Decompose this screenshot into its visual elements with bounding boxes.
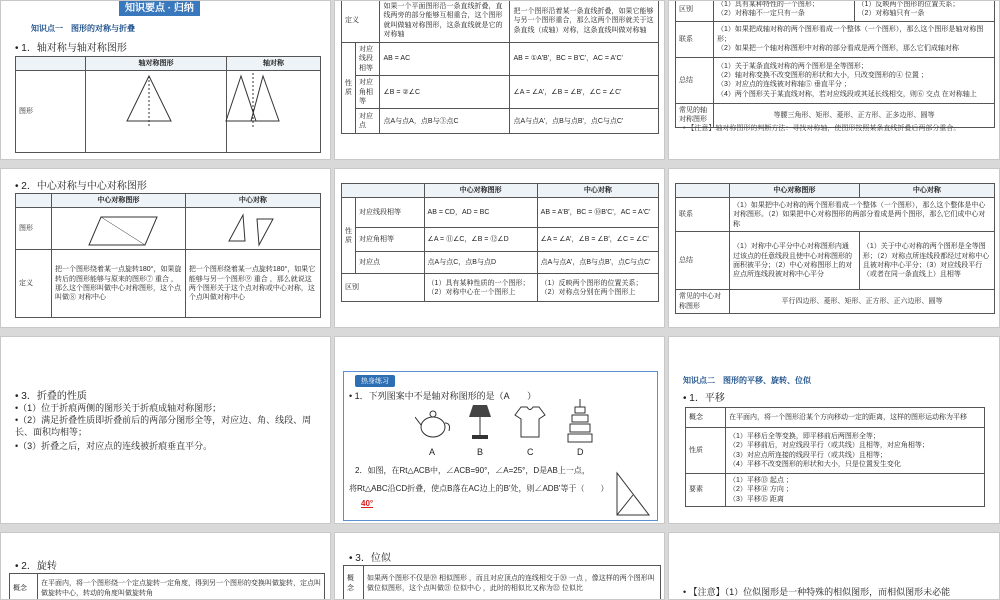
- row-header: 定义: [16, 250, 52, 318]
- slide-homothety-note[interactable]: [668, 532, 1000, 600]
- cell: （1）对称中心平分中心对称图形内通过该点的任意线段且使中心对称图形的面积被平分；（2）中心对称图形上的对应点所连线段被对称中心平分: [730, 232, 860, 290]
- slide-central-summary[interactable]: [668, 168, 1000, 328]
- cell: 如果两个图形不仅是⑲ 相似图形 ，而且对应顶点的连线相交于⑳ 一点 ，像这样的两个图形叫做位似图形，这个点叫做㉑ 位似中心 ，此时的相似比又称为㉒ 位似比: [364, 566, 661, 600]
- col-header: 中心对称图形: [424, 184, 537, 198]
- slide-central-properties[interactable]: [334, 168, 665, 328]
- slide-translation[interactable]: [668, 336, 1000, 524]
- cell: （2）对称轴不一定只有一条: [717, 10, 805, 18]
- row-header: 常见的轴对称图形: [676, 103, 714, 127]
- option-label[interactable]: D: [577, 447, 584, 457]
- item-heading: • 2．旋转: [15, 561, 57, 572]
- row-header: 对应点: [356, 109, 380, 134]
- cell: 把一个图形绕着某一点旋转180°，如果旋转后的图形能够与原来的图形⑦ 重合 ，那么这个图形叫做中心对称图形，这个点叫做⑧ 对称中心: [52, 250, 186, 318]
- question-2: 将Rt△ABC沿CD折叠，使点B落在AC边上的B'处，则∠ADB'等于（ ）: [349, 484, 609, 493]
- cell: ∠A = ⑪∠C，∠B = ⑫∠D: [424, 228, 537, 252]
- shirt-icon: [513, 403, 547, 439]
- row-header: 对应线段相等: [356, 198, 425, 228]
- cell: （1）关于中心对称的两个图形是全等图形；（2）对称点所连线段都经过对称中心且被对称中心平分；（3）对应线段平行（或者在同一条直线上）且相等: [859, 232, 994, 290]
- translation-table: [685, 407, 985, 507]
- row-header: 概念: [686, 408, 726, 428]
- cell: 如果一个平面图形沿一条直线折叠，直线两旁的部分能够互相重合，这个图形就叫做轴对称图形，这条直线就是它的对称轴: [380, 0, 510, 42]
- cell: （2）轴对称变换不改变图形的形状和大小，只改变图形的④ 位置 ；: [717, 71, 928, 79]
- row-header: 要素: [686, 474, 726, 507]
- col-header: 轴对称图形: [86, 57, 227, 71]
- row-header: 性质: [342, 42, 356, 134]
- note-text: • 【注意】轴对称图形的判断方法：寻找对称轴，使图形按照某条直线折叠后两部分重合。: [683, 125, 961, 132]
- section-header: 知识要点 · 归纳: [119, 0, 200, 16]
- cell: ∠B = ②∠C: [380, 76, 510, 109]
- row-header: 对应角相等: [356, 76, 380, 109]
- row-header: 联系: [676, 198, 730, 232]
- row-header: 概念: [10, 574, 38, 600]
- teapot-icon: [415, 401, 451, 441]
- col-header: 中心对称: [859, 184, 994, 198]
- cell: （1）关于某条直线对称的两个图形是全等图形；: [717, 62, 868, 70]
- central-triangles-figure: [221, 213, 281, 249]
- item-heading: • 3．位似: [349, 553, 391, 564]
- question-2: 2．如图，在Rt△ACB中，∠ACB=90°，∠A=25°，D是AB上一点，: [355, 466, 590, 475]
- col-header: 中心对称图形: [730, 184, 860, 198]
- slide-axis-symmetry-figures[interactable]: [0, 0, 331, 160]
- cell: 点A与点A'，点B与点B'，点C与点C': [537, 252, 658, 274]
- cell: 在平面内，将一个图形绕一个定点旋转一定角度，得到另一个图形的变换叫做旋转，定点叫做旋转中心，转动的角度叫做旋转角: [38, 574, 325, 600]
- cell: （1）平移⑬ 起点 ；: [729, 477, 793, 484]
- cell: ∠A = ∠A'，∠B = ∠B'，∠C = ∠C': [510, 76, 659, 109]
- property-text: •（1）位于折痕两侧的图形关于折痕成轴对称图形；: [15, 403, 222, 413]
- slide-warmup[interactable]: [334, 336, 665, 524]
- rotation-table: [9, 573, 325, 600]
- cell: （2）对称中心在一个图形上: [427, 288, 516, 296]
- note-text: • 【注意】（1）位似图形是一种特殊的相似图形，而相似图形未必能: [683, 587, 951, 597]
- answer-text: 40°: [361, 499, 374, 508]
- cell: （1）具有某种性质的一个图形；: [427, 279, 530, 287]
- cell: AB = CD，AD = BC: [424, 198, 537, 228]
- cell: ∠A = ∠A'，∠B = ∠B'，∠C = ∠C': [537, 228, 658, 252]
- cell: （1）平移后全等变换，即平移前后两图形全等；: [729, 432, 880, 440]
- slide-axis-summary[interactable]: [668, 0, 1000, 160]
- option-label[interactable]: B: [477, 447, 484, 457]
- row-header: 性质: [342, 198, 356, 274]
- row-header: 图形: [16, 71, 86, 153]
- warmup-badge: 热身练习: [355, 375, 395, 387]
- cell: （4）两个图形关于某直线对称，若对应线段或其延长线相交，则⑥ 交点 在对称轴上: [717, 90, 977, 98]
- cell: 把一个图形沿着某一条直线折叠，如果它能够与另一个图形重合，那么这两个图形就关于这条直线（成轴）对称，这条直线叫做对称轴: [510, 0, 659, 42]
- pagoda-icon: [567, 399, 593, 443]
- symmetric-triangles-figure: [221, 71, 291, 131]
- cell: 把一个图形绕着某一点旋转180°，如果它能够与另一个图形⑨ 重合 ，那么就说这两个图形关于这个点对称或中心对称，这个点叫做对称中心: [185, 250, 320, 318]
- row-header: 图形: [16, 208, 52, 250]
- cell: （1）反映两个图形的位置关系；: [857, 1, 960, 8]
- central-symmetry-table: [15, 193, 321, 318]
- right-triangle-figure: [611, 469, 655, 519]
- cell: （1）具有某种特性的一个图形；: [717, 1, 819, 8]
- cell: （1）反映两个图形的位置关系；: [540, 279, 643, 287]
- cell: AB = AC: [380, 42, 510, 75]
- slide-central-symmetry[interactable]: [0, 168, 331, 328]
- cell: AB = ①A'B'，BC = B'C'，AC = A'C': [510, 42, 659, 75]
- col-header: 轴对称: [227, 57, 321, 71]
- homothety-table: [343, 565, 661, 600]
- cell: （3）平移⑮ 距离: [729, 495, 784, 503]
- cell: （2）如果把一个轴对称图形中对称的部分看成是两个图形，那么它们成轴对称: [717, 45, 959, 53]
- cell: AB = A'B'，BC = ⑩B'C'，AC = A'C': [537, 198, 658, 228]
- row-header: 联系: [676, 21, 714, 57]
- isosceles-triangle-figure: [119, 71, 179, 131]
- cell: （1）如果把成轴对称的两个图形看成一个整体（一个图形），那么这个图形是轴对称图形；: [717, 26, 984, 43]
- cell: 点A与点A，点B与③点C: [380, 109, 510, 134]
- axis-summary-table: [675, 0, 995, 128]
- row-header: 常见的中心对称图形: [676, 290, 730, 314]
- knowledge-point-title: 知识点二 图形的平移、旋转、位似: [683, 376, 811, 385]
- row-header: 总结: [676, 232, 730, 290]
- row-header: 定义: [342, 0, 380, 42]
- slide-axis-symmetry-properties[interactable]: [334, 0, 665, 160]
- cell: （3）对应点的连线被对称轴⑤ 垂直平分 ；: [717, 81, 851, 89]
- knowledge-point-title: 知识点一 图形的对称与折叠: [31, 24, 135, 33]
- parallelogram-figure: [83, 213, 163, 249]
- item-heading: • 2．中心对称与中心对称图形: [15, 181, 147, 192]
- cell: （2）对称轴只有一条: [857, 10, 925, 18]
- lamp-icon: [465, 401, 495, 441]
- cell: （2）平移前后，对应线段平行（或共线）且相等，对应角相等；: [729, 442, 929, 450]
- slide-folding[interactable]: [0, 336, 331, 524]
- row-header: 区别: [676, 0, 714, 21]
- row-header: 概念: [344, 566, 364, 600]
- cell: （2）对称点分别在两个图形上: [540, 288, 636, 296]
- cell: （1）如果把中心对称的两个图形看成一个整体（一个图形），那么这个整体是中心对称图形。（2）如果把中心对称图形的两部分看成是两个图形，那么它们成中心对称: [730, 198, 995, 232]
- option-label[interactable]: A: [429, 447, 436, 457]
- option-label[interactable]: C: [527, 447, 534, 457]
- central-summary-table: [675, 183, 995, 314]
- item-heading: • 1．平移: [683, 393, 725, 404]
- cell: 点A与点A'，点B与点B'，点C与点C': [510, 109, 659, 134]
- cell: （2）平移⑭ 方向 ；: [729, 486, 793, 494]
- cell: 在平面内，将一个图形沿某个方向移动一定的距离，这样的图形运动称为平移: [726, 408, 985, 428]
- row-header: 对应点: [356, 252, 425, 274]
- item-heading: • 3．折叠的性质: [15, 391, 87, 402]
- cell: （3）对应点所连接的线段平行（或共线）且相等；: [729, 451, 887, 459]
- col-header: 中心对称: [537, 184, 658, 198]
- row-header: 性质: [686, 428, 726, 474]
- property-text: •（2）满足折叠性质即折叠前后的两部分图形全等，对应边、角、线段、周长、面积均相等；: [15, 415, 312, 437]
- property-text: •（3）折叠之后，对应点的连线被折痕垂直平分。: [15, 441, 213, 451]
- central-properties-table: [341, 183, 659, 302]
- row-header: 区别: [342, 274, 425, 302]
- col-header: 中心对称: [185, 194, 320, 208]
- question-1: • 1．下列图案中不是轴对称图形的是（A ）: [349, 391, 537, 401]
- item-heading: • 1．轴对称与轴对称图形: [15, 43, 127, 54]
- row-header: 对应线段相等: [356, 42, 380, 75]
- cell: 等腰三角形、矩形、菱形、正方形、正多边形、圆等: [714, 103, 995, 127]
- cell: 平行四边形、菱形、矩形、正方形、正六边形、圆等: [730, 290, 995, 314]
- cell: 点A与点C，点B与点D: [424, 252, 537, 274]
- col-header: 中心对称图形: [52, 194, 186, 208]
- axis-properties-table: [341, 0, 659, 134]
- row-header: 总结: [676, 57, 714, 103]
- slide-rotation[interactable]: [0, 532, 331, 600]
- slide-homothety[interactable]: [334, 532, 665, 600]
- row-header: 对应角相等: [356, 228, 425, 252]
- cell: （4）平移不改变图形的形状和大小，只是位置发生变化: [729, 460, 901, 468]
